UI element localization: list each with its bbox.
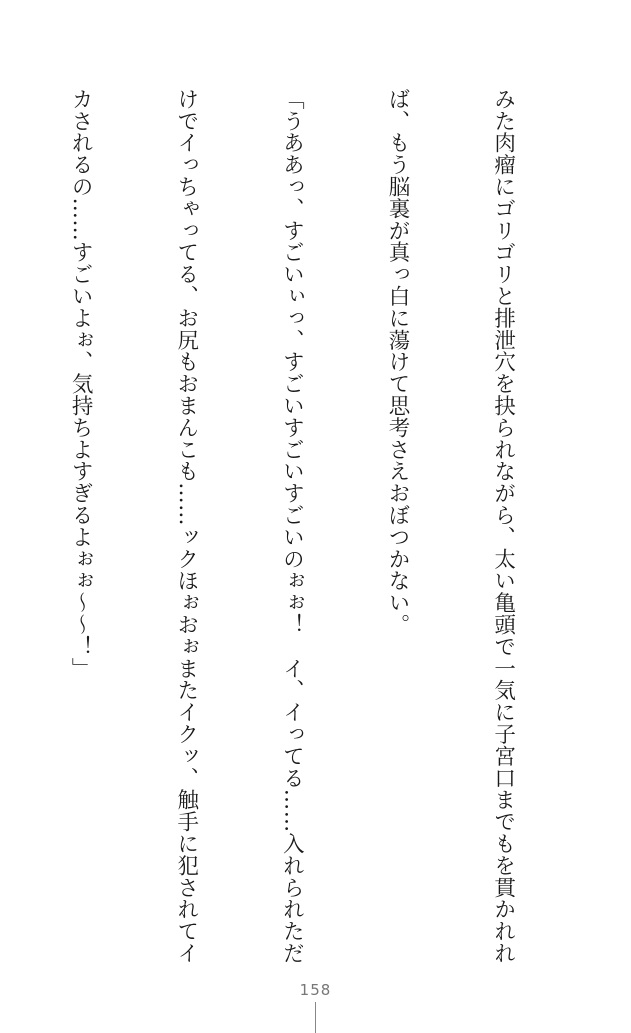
text-line: ば、もう脳裏が真っ白に蕩けて思考さえおぼつかない。	[384, 88, 410, 636]
page-footer	[0, 980, 631, 999]
text-line: けでイっちゃってる、お尻もおまんこも……ックほぉおぉまたイクッ、触手に犯されてイ	[173, 88, 199, 964]
body-text	[0, 88, 591, 964]
page-number: 158	[299, 981, 332, 999]
footer-divider	[315, 1002, 316, 1033]
text-line: みた肉瘤にゴリゴリと排泄穴を抉られながら、太い亀頭で一気に子宮口までもを貫かれれ	[490, 88, 516, 964]
text-line: 「うああっ、すごいぃっ、すごいすごいすごいのぉぉ！ イ、イってる……入れられただ	[279, 88, 305, 964]
text-line: カされるの……すごいよぉ、気持ちよすぎるよぉぉ～～！」	[68, 88, 94, 680]
